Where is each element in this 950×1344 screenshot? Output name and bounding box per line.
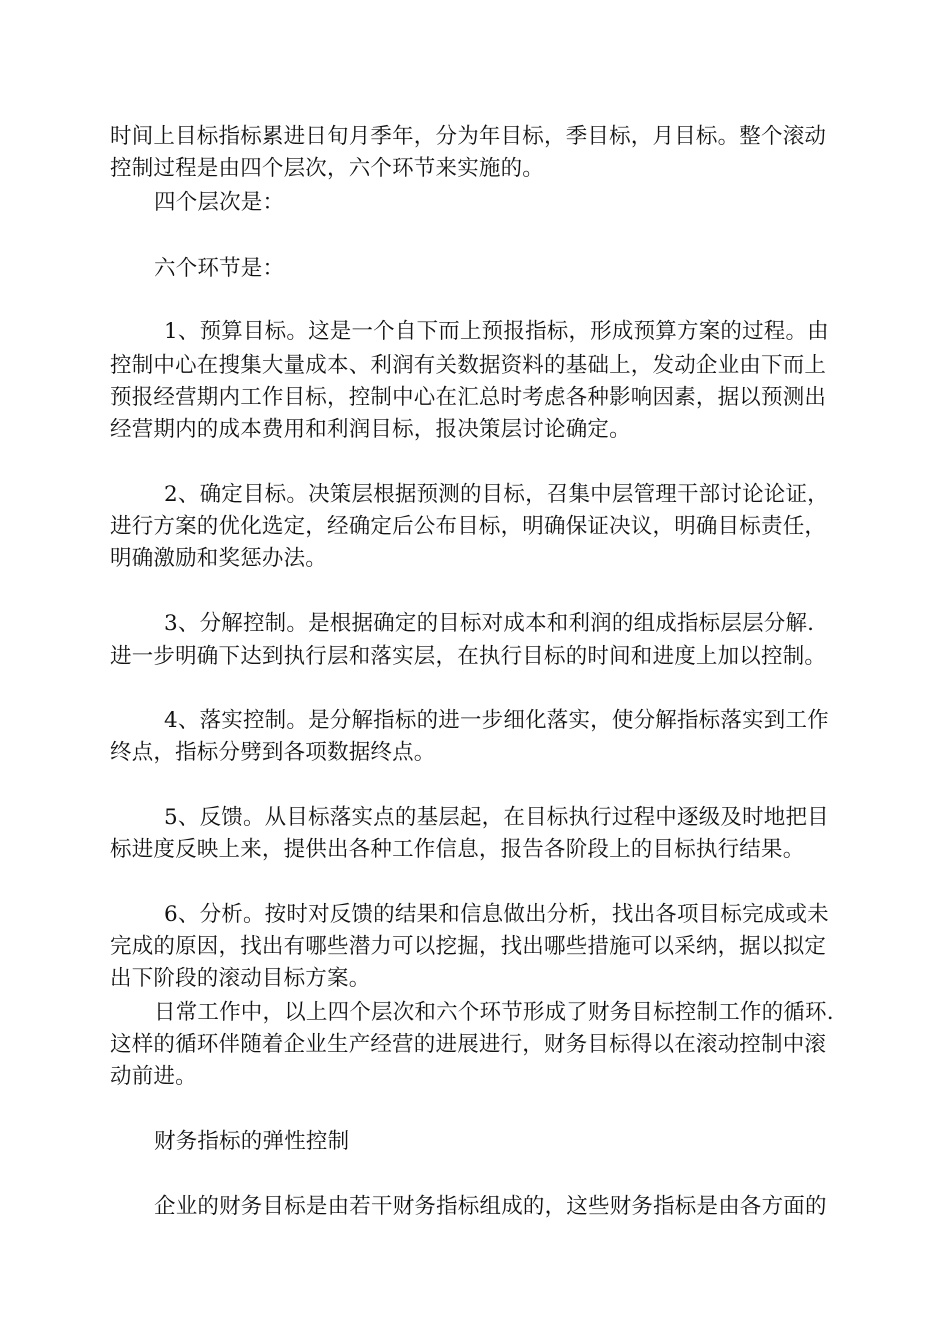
- step-3-line-1: 3、分解控制。是根据确定的目标对成本和利润的组成指标层层分解.: [164, 611, 815, 636]
- summary-line-3: 动前进。: [110, 1064, 197, 1089]
- step-3-line-2: 进一步明确下达到执行层和落实层，在执行目标的时间和进度上加以控制。: [110, 644, 827, 669]
- step-5-line-1: 5、反馈。从目标落实点的基层起，在目标执行过程中逐级及时地把目: [164, 805, 829, 830]
- step-1-line-2: 控制中心在搜集大量成本、利润有关数据资料的基础上，发动企业由下而上: [110, 353, 827, 378]
- step-1-line-1: 1、预算目标。这是一个自下而上预报指标，形成预算方案的过程。由: [164, 319, 829, 344]
- text-line-intro-2: 控制过程是由四个层次，六个环节来实施的。: [110, 156, 545, 181]
- step-1-line-3: 预报经营期内工作目标，控制中心在汇总时考虑各种影响因素，据以预测出: [110, 385, 827, 410]
- four-levels-heading: 四个层次是：: [154, 190, 285, 215]
- six-steps-heading: 六个环节是：: [154, 256, 285, 281]
- step-4-line-1: 4、落实控制。是分解指标的进一步细化落实，使分解指标落实到工作: [164, 708, 829, 733]
- summary-line-2: 这样的循环伴随着企业生产经营的进展进行，财务目标得以在滚动控制中滚: [110, 1032, 827, 1057]
- step-2-line-2: 进行方案的优化选定，经确定后公布目标，明确保证决议，明确目标责任，: [110, 514, 827, 539]
- step-4-line-2: 终点，指标分劈到各项数据终点。: [110, 740, 436, 765]
- step-2-line-3: 明确激励和奖惩办法。: [110, 546, 328, 571]
- text-line-intro-1: 时间上目标指标累进日旬月季年，分为年目标，季目标，月目标。整个滚动: [110, 124, 827, 149]
- step-1-line-4: 经营期内的成本费用和利润目标，报决策层讨论确定。: [110, 417, 631, 442]
- step-6-line-3: 出下阶段的滚动目标方案。: [110, 966, 371, 991]
- step-6-line-1: 6、分析。按时对反馈的结果和信息做出分析，找出各项目标完成或未: [164, 902, 829, 927]
- step-5-line-2: 标进度反映上来，提供出各种工作信息，报告各阶段上的目标执行结果。: [110, 837, 805, 862]
- summary-line-1: 日常工作中，以上四个层次和六个环节形成了财务目标控制工作的循环.: [154, 1000, 834, 1025]
- step-2-line-1: 2、确定目标。决策层根据预测的目标，召集中层管理干部讨论论证，: [164, 482, 829, 507]
- step-6-line-2: 完成的原因，找出有哪些潜力可以挖掘，找出哪些措施可以采纳，据以拟定: [110, 934, 827, 959]
- section-heading-elastic-control: 财务指标的弹性控制: [154, 1129, 350, 1154]
- elastic-control-line-1: 企业的财务目标是由若干财务指标组成的，这些财务指标是由各方面的: [154, 1194, 827, 1219]
